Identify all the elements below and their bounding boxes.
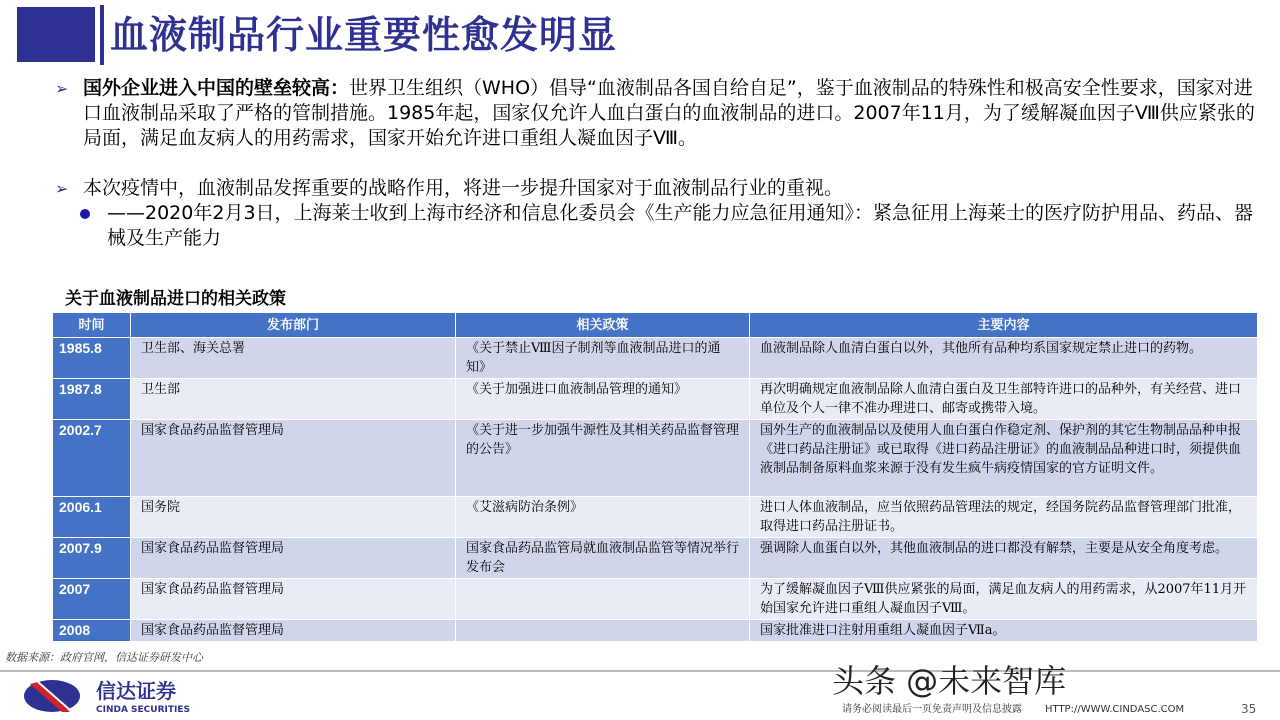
- table-header-row: [53, 313, 1258, 338]
- cell-policy: 国家食品药品监管局就血液制品监管等情况举行发布会: [456, 538, 750, 579]
- watermark: 头条 @未来智库: [832, 662, 1067, 700]
- cell-policy: 《艾滋病防治条例》: [456, 497, 750, 538]
- table-row: [53, 620, 1258, 642]
- page-number: 35: [1241, 702, 1257, 716]
- header-content: 主要内容: [750, 313, 1258, 338]
- cell-time: 2007.9: [53, 538, 131, 579]
- cell-policy: 《关于进一步加强牛源性及其相关药品监督管理的公告》: [456, 420, 750, 497]
- footer-divider: [0, 670, 1280, 672]
- cell-time: 1985.8: [53, 338, 131, 379]
- cell-content: 国家批准进口注射用重组人凝血因子Ⅶa。: [750, 620, 1258, 642]
- bullet-list: [55, 76, 1255, 251]
- policy-table: [52, 312, 1258, 642]
- cell-department: 卫生部、海关总署: [131, 338, 456, 379]
- cell-content: 血液制品除人血清白蛋白以外，其他所有品种均系国家规定禁止进口的药物。: [750, 338, 1258, 379]
- cell-time: 2008: [53, 620, 131, 642]
- cell-content: 进口人体血液制品，应当依照药品管理法的规定，经国务院药品监督管理部门批准，取得进口药品注册证书。: [750, 497, 1258, 538]
- table-row: [53, 497, 1258, 538]
- cinda-logo-icon: [22, 678, 82, 714]
- cell-time: 2002.7: [53, 420, 131, 497]
- cell-time: 2006.1: [53, 497, 131, 538]
- table-row: [53, 338, 1258, 379]
- sub-bullet-text: ——2020年2月3日，上海莱士收到上海市经济和信息化委员会《生产能力应急征用通知》：紧急征用上海莱士的医疗防护用品、药品、器械及生产能力: [107, 202, 1254, 249]
- table-row: [53, 379, 1258, 420]
- arrow-bullet-icon: ➢: [55, 79, 69, 98]
- cell-policy: 《关于禁止Ⅷ因子制剂等血液制品进口的通知》: [456, 338, 750, 379]
- cell-department: 国家食品药品监督管理局: [131, 620, 456, 642]
- title-square-decoration: [17, 7, 95, 62]
- bullet-bold: 国外企业进入中国的壁垒较高：: [83, 77, 350, 99]
- table-caption: 关于血液制品进口的相关政策: [65, 289, 286, 309]
- cell-time: 1987.8: [53, 379, 131, 420]
- header-policy: 相关政策: [456, 313, 750, 338]
- header-time: 时间: [53, 313, 131, 338]
- bullet-text: 世界卫生组织（WHO）倡导“血液制品各国自给自足”，鉴于血液制品的特殊性和极高安全性要求，国家对进口血液制品采取了严格的管制措施。1985年起，国家仅允许人血白蛋白的血液制品的进口。2007年11月，为了缓解凝血因子Ⅷ供应紧张的局面，满足血友病人的用药需求，国家开始允许进口重组人凝血因子Ⅷ。: [83, 77, 1255, 149]
- disclaimer: 请务必阅读最后一页免责声明及信息披露: [842, 704, 1022, 715]
- cell-content: 为了缓解凝血因子Ⅷ供应紧张的局面，满足血友病人的用药需求，从2007年11月开始国家允许进口重组人凝血因子Ⅷ。: [750, 579, 1258, 620]
- cell-department: 国家食品药品监督管理局: [131, 420, 456, 497]
- logo-cn: 信达证券: [96, 679, 176, 703]
- table-row: [53, 420, 1258, 497]
- data-source: 数据来源：政府官网，信达证券研发中心: [5, 651, 203, 664]
- cell-time: 2007: [53, 579, 131, 620]
- cell-content: 再次明确规定血液制品除人血清白蛋白及卫生部特许进口的品种外，有关经营、进口单位及个人一律不准办理进口、邮寄或携带入境。: [750, 379, 1258, 420]
- bullet-text: 本次疫情中，血液制品发挥重要的战略作用，将进一步提升国家对于血液制品行业的重视。: [83, 177, 844, 199]
- cell-department: 国家食品药品监督管理局: [131, 538, 456, 579]
- cell-content: 国外生产的血液制品以及使用人血白蛋白作稳定剂、保护剂的其它生物制品品种申报《进口药品注册证》或已取得《进口药品注册证》的血液制品品种进口时，须提供血液制品制备原料血浆来源于没有发生疯牛病疫情国家的官方证明文件。: [750, 420, 1258, 497]
- table-row: [53, 579, 1258, 620]
- dot-bullet-icon: [80, 209, 90, 219]
- cell-policy: 《关于加强进口血液制品管理的通知》: [456, 379, 750, 420]
- table-row: [53, 538, 1258, 579]
- sub-bullet-item: [55, 201, 1255, 251]
- arrow-bullet-icon: ➢: [55, 179, 69, 198]
- page-title: 血液制品行业重要性愈发明显: [110, 13, 618, 57]
- header-department: 发布部门: [131, 313, 456, 338]
- cell-policy: [456, 620, 750, 642]
- logo-en: CINDA SECURITIES: [96, 705, 190, 715]
- cell-department: 国务院: [131, 497, 456, 538]
- bullet-item: [55, 176, 1255, 201]
- cell-department: 国家食品药品监督管理局: [131, 579, 456, 620]
- cell-policy: [456, 579, 750, 620]
- cell-content: 强调除人血蛋白以外，其他血液制品的进口都没有解禁，主要是从安全角度考虑。: [750, 538, 1258, 579]
- title-bar-decoration: [100, 5, 104, 65]
- bullet-item: [55, 76, 1255, 151]
- website-link[interactable]: HTTP://WWW.CINDASC.COM: [1045, 704, 1185, 715]
- cell-department: 卫生部: [131, 379, 456, 420]
